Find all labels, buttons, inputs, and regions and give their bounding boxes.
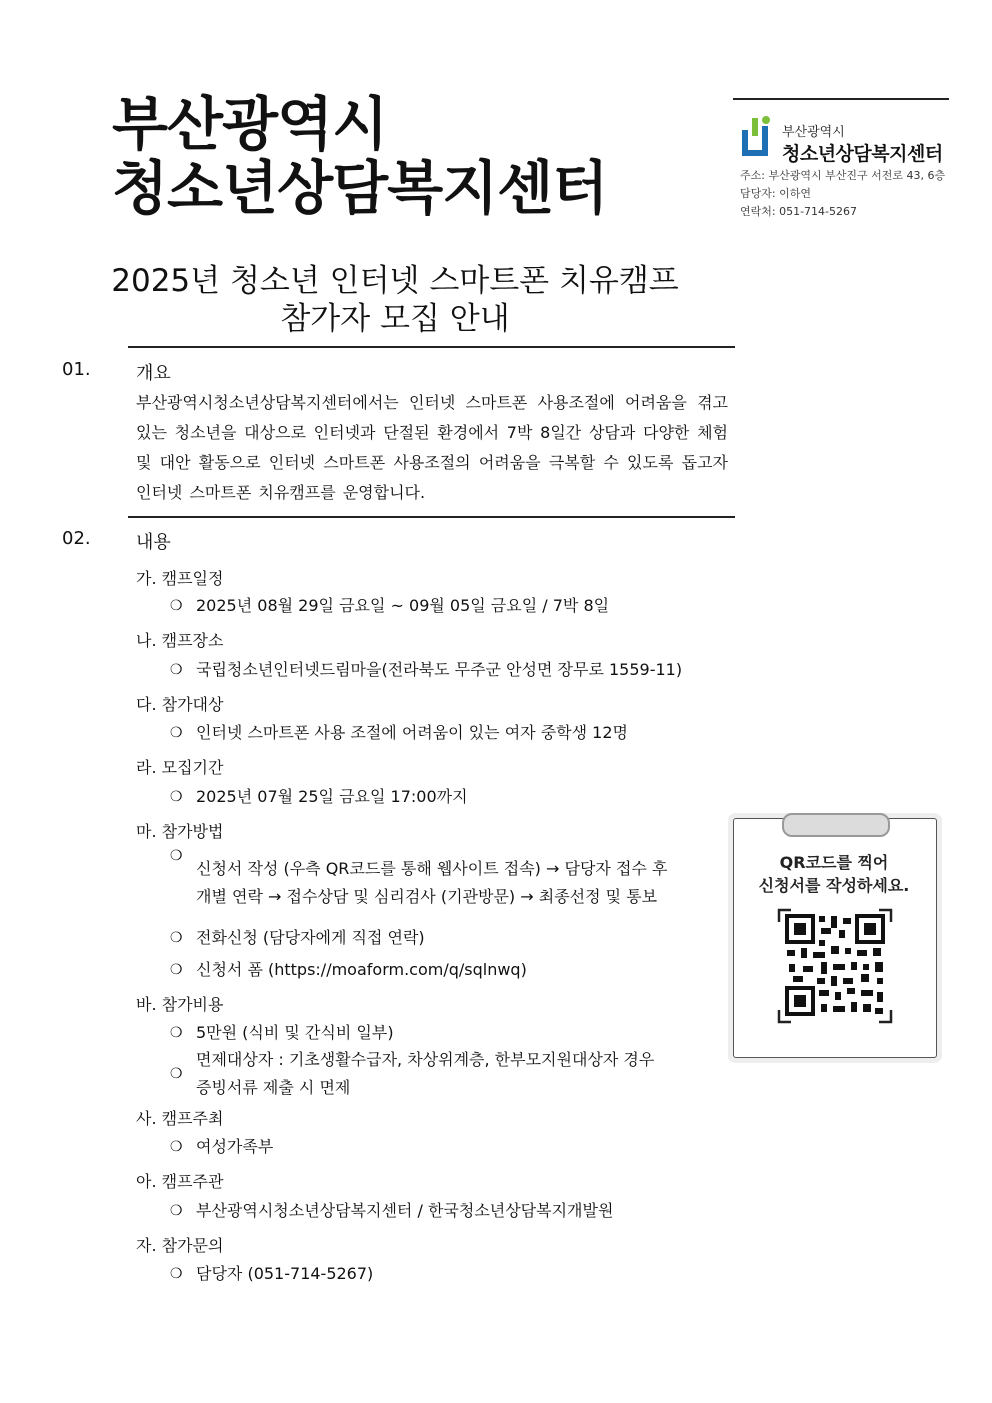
item-detail: 면제대상자 : 기초생활수급자, 차상위계층, 한부모지원대상자 경우 [196, 1050, 655, 1069]
form-link[interactable]: 신청서 폼 (https://moaform.com/q/sqlnwq) [196, 960, 527, 979]
org-name-line2: 청소년상담복지센터 [112, 154, 608, 222]
overview-paragraph: 부산광역시청소년상담복지센터에서는 인터넷 스마트폰 사용조절에 어려움을 겪고 있는 청소년을 대상으로 인터넷과 단절된 환경에서 7박 8일간 상담과 다양한 체험 및 대안 활동으로 인터넷 스마트폰 사용조절의 어려움을 극복할 수 있도록 돕고자 인터넷 스마트폰 치유캠프를 운영합니다. [136, 393, 728, 502]
bullet-icon: ❍ [170, 962, 183, 978]
qr-code-icon[interactable] [777, 908, 893, 1024]
qr-instruction [733, 851, 935, 897]
bullet-icon: ❍ [170, 1266, 183, 1282]
logo-subtitle: 부산광역시 [782, 125, 845, 140]
item-detail: 5만원 (식비 및 간식비 일부) [196, 1023, 394, 1042]
qr-instruction-line1: QR코드를 찍어 [779, 853, 889, 872]
paper-clip-icon [782, 813, 890, 837]
manager-text: 담당자: 이하연 [740, 187, 811, 200]
youth-center-logo-icon [740, 114, 776, 164]
section-divider [128, 346, 735, 348]
address-text: 주소: 부산광역시 부산진구 서전로 43, 6층 [740, 169, 946, 182]
document-title [60, 262, 730, 338]
contact-text: 연락처: 051-714-5267 [740, 205, 858, 218]
bullet-icon: ❍ [170, 1203, 183, 1219]
item-heading: 사. 캠프주최 [136, 1109, 224, 1128]
title-line2: 참가자 모집 안내 [280, 301, 510, 337]
qr-instruction-line2: 신청서를 작성하세요. [758, 876, 910, 895]
bullet-icon: ❍ [170, 1066, 183, 1082]
org-name-line1: 부산광역시 [112, 90, 388, 158]
bullet-icon: ❍ [170, 789, 183, 805]
section-title: 내용 [136, 532, 171, 553]
item-detail: 2025년 08월 29일 금요일 ~ 09월 05일 금요일 / 7박 8일 [196, 596, 610, 615]
bullet-icon: ❍ [170, 930, 183, 946]
bullet-icon: ❍ [170, 848, 183, 864]
item-heading: 라. 모집기간 [136, 758, 224, 777]
section-number: 02. [62, 528, 91, 549]
item-heading: 나. 캠프장소 [136, 631, 224, 650]
bullet-icon: ❍ [170, 1025, 183, 1041]
logo-name: 청소년상담복지센터 [782, 143, 943, 165]
item-heading: 다. 참가대상 [136, 695, 224, 714]
org-name-title [112, 92, 607, 220]
bullet-icon: ❍ [170, 1139, 183, 1155]
item-detail: 국립청소년인터넷드림마을(전라북도 무주군 안성면 장무로 1559-11) [196, 660, 683, 679]
item-detail: 여성가족부 [196, 1137, 274, 1156]
title-line1: 2025년 청소년 인터넷 스마트폰 치유캠프 [111, 263, 679, 299]
bullet-icon: ❍ [170, 725, 183, 741]
item-heading: 마. 참가방법 [136, 822, 224, 841]
item-detail: 신청서 작성 (우측 QR코드를 통해 웹사이트 접속) → 담당자 접수 후 [196, 859, 668, 878]
item-detail: 담당자 (051-714-5267) [196, 1264, 374, 1283]
section-number: 01. [62, 359, 91, 380]
bullet-icon: ❍ [170, 662, 183, 678]
item-heading: 자. 참가문의 [136, 1236, 224, 1255]
item-detail: 증빙서류 제출 시 면제 [196, 1078, 351, 1097]
item-detail: 2025년 07월 25일 금요일 17:00까지 [196, 787, 468, 806]
item-heading: 바. 참가비용 [136, 995, 224, 1014]
item-detail: 부산광역시청소년상담복지센터 / 한국청소년상담복지개발원 [196, 1201, 614, 1220]
bullet-icon: ❍ [170, 598, 183, 614]
item-detail: 전화신청 (담당자에게 직접 연락) [196, 928, 425, 947]
item-detail: 인터넷 스마트폰 사용 조절에 어려움이 있는 여자 중학생 12명 [196, 723, 628, 742]
header-rule [733, 98, 949, 100]
item-heading: 아. 캠프주관 [136, 1172, 224, 1191]
item-heading: 가. 캠프일정 [136, 569, 224, 588]
section-divider [128, 516, 735, 518]
item-detail: 개별 연락 → 접수상담 및 심리검사 (기관방문) → 최종선정 및 통보 [196, 887, 658, 906]
section-title: 개요 [136, 363, 171, 384]
